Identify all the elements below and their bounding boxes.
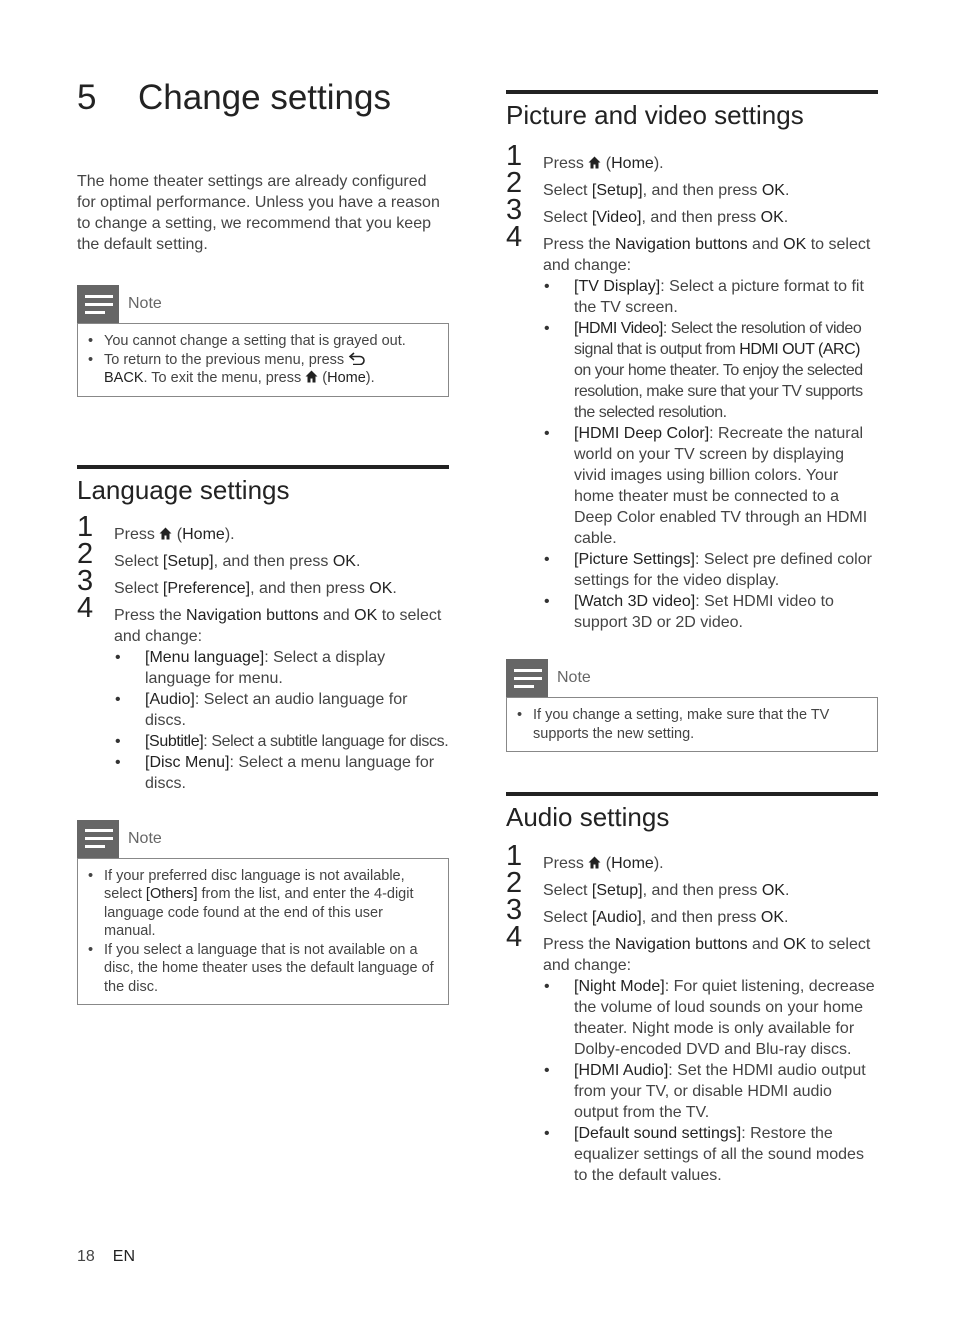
- step-number: 3: [506, 894, 523, 926]
- note-label: Note: [557, 669, 591, 686]
- step-text: Press: [114, 525, 160, 543]
- step-text: Select: [114, 579, 163, 597]
- option-text: : Select a subtitle language for discs.: [203, 732, 449, 750]
- home-icon: [305, 370, 318, 383]
- note-general: [77, 285, 449, 397]
- home-icon: [588, 856, 601, 869]
- step-text: , and then press: [641, 209, 761, 226]
- step: [77, 564, 449, 599]
- note-item: [104, 867, 438, 941]
- step: [506, 894, 878, 928]
- option-item: [574, 1123, 878, 1186]
- step-text: Press: [543, 155, 589, 172]
- menu-key: [Setup]: [591, 182, 643, 199]
- audio-options: [543, 976, 878, 1186]
- step-text: , and then press: [641, 909, 761, 926]
- step-text: to select and change:: [543, 936, 871, 974]
- back-label: BACK: [104, 370, 144, 386]
- language-section: [77, 465, 449, 794]
- intro-text: The home theater settings are already configured for optimal performance. Unless you have a reason to change a setting, we recommend that you keep the default setting.: [77, 173, 440, 253]
- step: [506, 140, 878, 174]
- option-item: [145, 689, 449, 731]
- step-number: 2: [506, 867, 523, 899]
- language-code: EN: [112, 1248, 136, 1265]
- ok-key: OK: [369, 579, 393, 597]
- audio-title: Audio settings: [506, 802, 670, 832]
- step: [506, 840, 878, 874]
- note-text: (: [318, 370, 328, 386]
- language-title: Language settings: [77, 474, 290, 505]
- step-text: Press: [543, 855, 589, 872]
- note-text: You cannot change a setting that is grayed out.: [104, 333, 406, 349]
- step-text: and: [747, 936, 784, 953]
- step-text: .: [784, 182, 790, 199]
- step: [506, 167, 878, 201]
- option-text: : Recreate the natural world on your TV screen by displaying vivid images using billion colors. Your home theater must be connected to a Deep Color enabled TV through an HDMI cable.: [574, 425, 868, 547]
- note-icon: [77, 820, 119, 858]
- option-text: : Select the resolution of video signal that is output from: [574, 320, 862, 358]
- step-text: Press the: [543, 236, 616, 253]
- note-text: from the list, and enter the 4-digit language code found at the end of this user manual.: [104, 886, 414, 939]
- step-number: 3: [506, 194, 523, 226]
- home-label: Home: [611, 855, 654, 872]
- chapter-number: 5: [77, 78, 97, 117]
- option-key: [Subtitle]: [145, 732, 204, 750]
- hdmi-out-label: HDMI OUT (ARC): [739, 341, 860, 358]
- ok-key: OK: [354, 606, 378, 624]
- step-text: (: [172, 525, 183, 543]
- language-steps: [77, 510, 449, 794]
- step-text: (: [601, 155, 612, 172]
- step-number: 3: [77, 564, 94, 597]
- step-text: Select: [543, 882, 592, 899]
- step-text: Press the: [114, 606, 187, 624]
- menu-key: [Audio]: [591, 909, 642, 926]
- picture-title: Picture and video settings: [506, 100, 804, 130]
- step-text: .: [355, 552, 361, 570]
- home-label: Home: [611, 155, 654, 172]
- note-icon: [506, 659, 548, 697]
- step-number: 4: [506, 221, 523, 253]
- option-key: [Watch 3D video]: [574, 593, 696, 610]
- option-text: : Select a display language for menu.: [145, 648, 386, 687]
- option-key: [HDMI Audio]: [574, 1062, 669, 1079]
- nav-key: Navigation buttons: [615, 236, 748, 253]
- note-icon: [77, 285, 119, 323]
- note-text: If you change a setting, make sure that the TV supports the new setting.: [533, 707, 830, 742]
- option-key: [Picture Settings]: [574, 551, 695, 568]
- option-item: [574, 423, 878, 549]
- home-icon: [588, 156, 601, 169]
- step: [506, 921, 878, 1186]
- audio-section: [506, 792, 878, 1186]
- option-item: [145, 647, 449, 689]
- option-text: : Restore the equalizer settings of all the sound modes to the default values.: [574, 1125, 864, 1184]
- nav-key: Navigation buttons: [615, 936, 748, 953]
- step-text: to select and change:: [114, 606, 442, 645]
- option-text: on your home theater. To enjoy the selected resolution, make sure that your TV supports the selected resolution.: [574, 362, 863, 421]
- option-text: : Select pre defined color settings for the video display.: [574, 551, 872, 589]
- note-box: [77, 858, 449, 1006]
- picture-options: [543, 276, 878, 633]
- step-text: , and then press: [642, 882, 762, 899]
- step: [77, 591, 449, 794]
- step-text: , and then press: [250, 579, 370, 597]
- note-label: Note: [128, 829, 162, 847]
- option-key: [HDMI Deep Color]: [574, 425, 710, 442]
- step: [506, 221, 878, 633]
- ok-key: OK: [760, 209, 784, 226]
- note-item: [104, 332, 438, 351]
- note-item: [104, 941, 438, 997]
- step-text: ).: [653, 155, 664, 172]
- page-number: 18: [77, 1248, 95, 1265]
- step-text: and: [318, 606, 355, 624]
- note-text: If your preferred disc language is not available, select: [104, 867, 405, 902]
- option-item: [574, 318, 878, 423]
- option-text: : Select an audio language for discs.: [145, 690, 408, 729]
- step: [506, 194, 878, 228]
- note-box: [506, 697, 878, 752]
- picture-steps: [506, 140, 878, 633]
- step-text: to select and change:: [543, 236, 871, 274]
- step-number: 1: [506, 140, 523, 172]
- step-text: and: [747, 236, 784, 253]
- right-column: [506, 90, 878, 1192]
- note-text: . To exit the menu, press: [143, 370, 306, 386]
- option-key: [Disc Menu]: [145, 753, 230, 771]
- option-key: [Others]: [145, 886, 198, 902]
- note-box: [77, 323, 449, 397]
- home-label: Home: [327, 370, 366, 386]
- note-text: To return to the previous menu, press: [104, 351, 349, 368]
- ok-key: OK: [783, 936, 807, 953]
- note-text: ).: [365, 370, 375, 386]
- step-text: Select: [543, 209, 592, 226]
- note-header: [506, 659, 878, 697]
- ok-key: OK: [760, 909, 785, 926]
- step-text: .: [783, 209, 789, 226]
- option-key: [TV Display]: [574, 278, 661, 295]
- ok-key: OK: [783, 236, 807, 253]
- menu-key: [Setup]: [591, 882, 643, 899]
- note-language: [77, 820, 449, 1006]
- option-key: [Night Mode]: [574, 978, 665, 995]
- step-text: , and then press: [642, 182, 762, 199]
- step-text: ).: [224, 525, 235, 543]
- option-text: : Set the HDMI audio output from your TV, or disable HDMI audio output from the TV.: [574, 1062, 866, 1121]
- ok-key: OK: [761, 182, 785, 199]
- ok-key: OK: [332, 552, 356, 570]
- page-footer: [77, 1248, 135, 1266]
- option-key: [Menu language]: [145, 648, 265, 666]
- note-item: [533, 706, 867, 743]
- option-item: [574, 549, 878, 591]
- step-number: 2: [77, 537, 94, 570]
- option-item: [145, 752, 449, 794]
- step-text: , and then press: [213, 552, 333, 570]
- option-item: [574, 591, 878, 633]
- home-icon: [159, 527, 172, 540]
- option-text: : Set HDMI video to support 3D or 2D video.: [574, 593, 834, 631]
- option-item: [574, 976, 878, 1060]
- step-text: Select: [114, 552, 163, 570]
- option-text: : Select a picture format to fit the TV screen.: [574, 278, 864, 316]
- nav-key: Navigation buttons: [186, 606, 319, 624]
- step: [506, 867, 878, 901]
- step-number: 2: [506, 167, 523, 199]
- step-text: Select: [543, 909, 592, 926]
- left-column: [77, 80, 449, 1005]
- picture-section: [506, 90, 878, 633]
- ok-key: OK: [761, 882, 785, 899]
- step: [77, 510, 449, 545]
- note-item: [104, 351, 438, 388]
- menu-key: [Video]: [591, 209, 642, 226]
- step-number: 4: [77, 591, 94, 624]
- menu-key: [Preference]: [162, 579, 251, 597]
- note-picture: [506, 659, 878, 752]
- option-item: [574, 1060, 878, 1123]
- chapter-heading: Change settings: [138, 78, 391, 117]
- note-header: [77, 820, 449, 858]
- step-number: 1: [506, 840, 523, 872]
- option-text: : Select a menu language for discs.: [145, 753, 435, 792]
- step-text: ).: [653, 855, 664, 872]
- option-key: [Default sound settings]: [574, 1125, 742, 1142]
- note-label: Note: [128, 295, 162, 312]
- option-key: [HDMI Video]: [574, 320, 663, 337]
- step-text: Select: [543, 182, 592, 199]
- step: [77, 537, 449, 572]
- option-key: [Audio]: [145, 690, 195, 708]
- step-number: 1: [77, 510, 94, 543]
- audio-steps: [506, 840, 878, 1186]
- step-text: .: [784, 882, 790, 899]
- option-item: [145, 731, 449, 752]
- back-icon: [348, 352, 366, 365]
- language-options: [114, 647, 449, 794]
- option-item: [574, 276, 878, 318]
- option-text: : For quiet listening, decrease the volume of loud sounds on your home theater. Night mode is only available for Dolby-encoded DVD and Blu-ray discs.: [574, 978, 875, 1058]
- note-text: If you select a language that is not available on a disc, the home theater uses the default language of the disc.: [104, 941, 434, 995]
- home-label: Home: [182, 525, 225, 543]
- step-text: .: [784, 909, 789, 926]
- step-number: 4: [506, 921, 523, 953]
- step-text: Press the: [543, 936, 616, 953]
- chapter-title: [77, 80, 449, 115]
- step-text: (: [601, 855, 612, 872]
- menu-key: [Setup]: [162, 552, 214, 570]
- step-text: .: [392, 579, 397, 597]
- note-header: [77, 285, 449, 323]
